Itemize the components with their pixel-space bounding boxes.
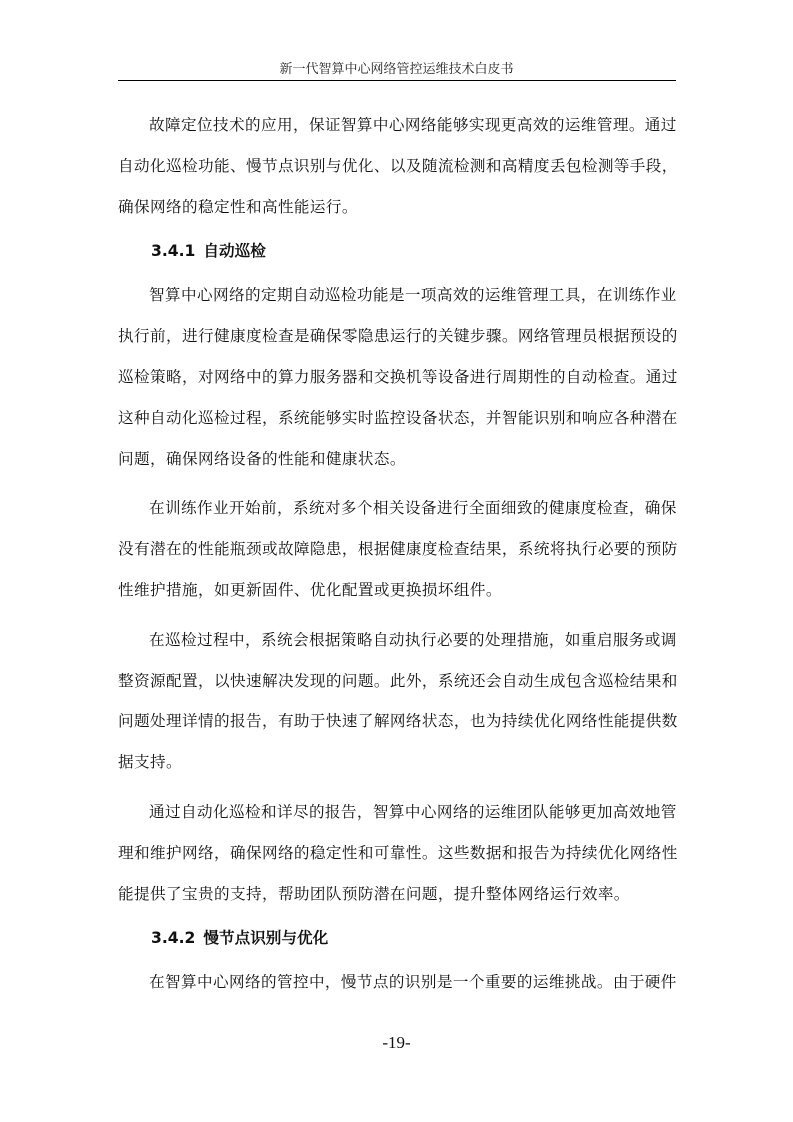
paragraph-line: 没有潜在的性能瓶颈或故障隐患，根据健康度检查结果，系统将执行必要的预防 [118, 540, 678, 559]
paragraph-line: 确保网络的稳定性和高性能运行。 [118, 197, 358, 216]
paragraph-line: 故障定位技术的应用，保证智算中心网络能够实现更高效的运维管理。通过 [149, 116, 677, 134]
paragraph-line: 问题处理详情的报告，有助于快速了解网络状态，也为持续优化网络性能提供数 [118, 712, 678, 731]
paragraph-line: 理和维护网络，确保网络的稳定性和可靠性。这些数据和报告为持续优化网络性 [118, 843, 678, 862]
paragraph-line: 据支持。 [118, 753, 182, 772]
paragraph-spacing [118, 479, 676, 488]
paragraph-spacing [118, 611, 676, 620]
paragraph-line: 这种自动化巡检过程，系统能够实时监控设备状态，并智能识别和响应各种潜在 [118, 408, 678, 427]
page-body [118, 105, 676, 1003]
paragraph [118, 962, 676, 1003]
section-heading-3-4-2 [118, 914, 676, 962]
paragraph [118, 620, 676, 783]
paragraph-line: 问题，确保网络设备的性能和健康状态。 [118, 449, 406, 468]
paragraph-line: 执行前，进行健康度检查是确保零隐患运行的关键步骤。网络管理员根据预设的 [118, 327, 678, 346]
paragraph-line: 巡检策略，对网络中的算力服务器和交换机等设备进行周期性的自动检查。通过 [118, 367, 678, 386]
paragraph-line: 能提供了宝贵的支持，帮助团队预防潜在问题，提升整体网络运行效率。 [118, 884, 630, 903]
section-heading-3-4-1 [118, 227, 676, 275]
paragraph [118, 488, 676, 610]
header-divider [118, 80, 676, 81]
paragraph-line: 整资源配置，以快速解决发现的问题。此外，系统还会自动生成包含巡检结果和 [118, 671, 678, 690]
section-title: 慢节点识别与优化 [203, 929, 329, 948]
paragraph [118, 275, 676, 479]
paragraph-line: 在智算中心网络的管控中，慢节点的识别是一个重要的运维挑战。由于硬件 [149, 973, 677, 992]
paragraph [118, 792, 676, 914]
paragraph-line: 在巡检过程中，系统会根据策略自动执行必要的处理措施，如重启服务或调 [149, 630, 677, 649]
paragraph [118, 105, 676, 227]
section-number: 3.4.1 [151, 242, 196, 261]
paragraph-line: 在训练作业开始前，系统对多个相关设备进行全面细致的健康度检查，确保 [149, 499, 677, 518]
section-number: 3.4.2 [151, 929, 196, 948]
paragraph-line: 自动化巡检功能、慢节点识别与优化、以及随流检测和高精度丢包检测等手段， [118, 156, 678, 175]
paragraph-spacing [118, 783, 676, 792]
paragraph-line: 性维护措施，如更新固件、优化配置或更换损坏组件。 [118, 580, 502, 599]
section-title: 自动巡检 [203, 242, 266, 261]
page-number: -19- [382, 1033, 411, 1052]
paragraph-line: 通过自动化巡检和详尽的报告，智算中心网络的运维团队能够更加高效地管 [149, 802, 677, 821]
running-header-title: 新一代智算中心网络管控运维技术白皮书 [279, 62, 514, 77]
paragraph-line: 智算中心网络的定期自动巡检功能是一项高效的运维管理工具，在训练作业 [149, 286, 677, 305]
